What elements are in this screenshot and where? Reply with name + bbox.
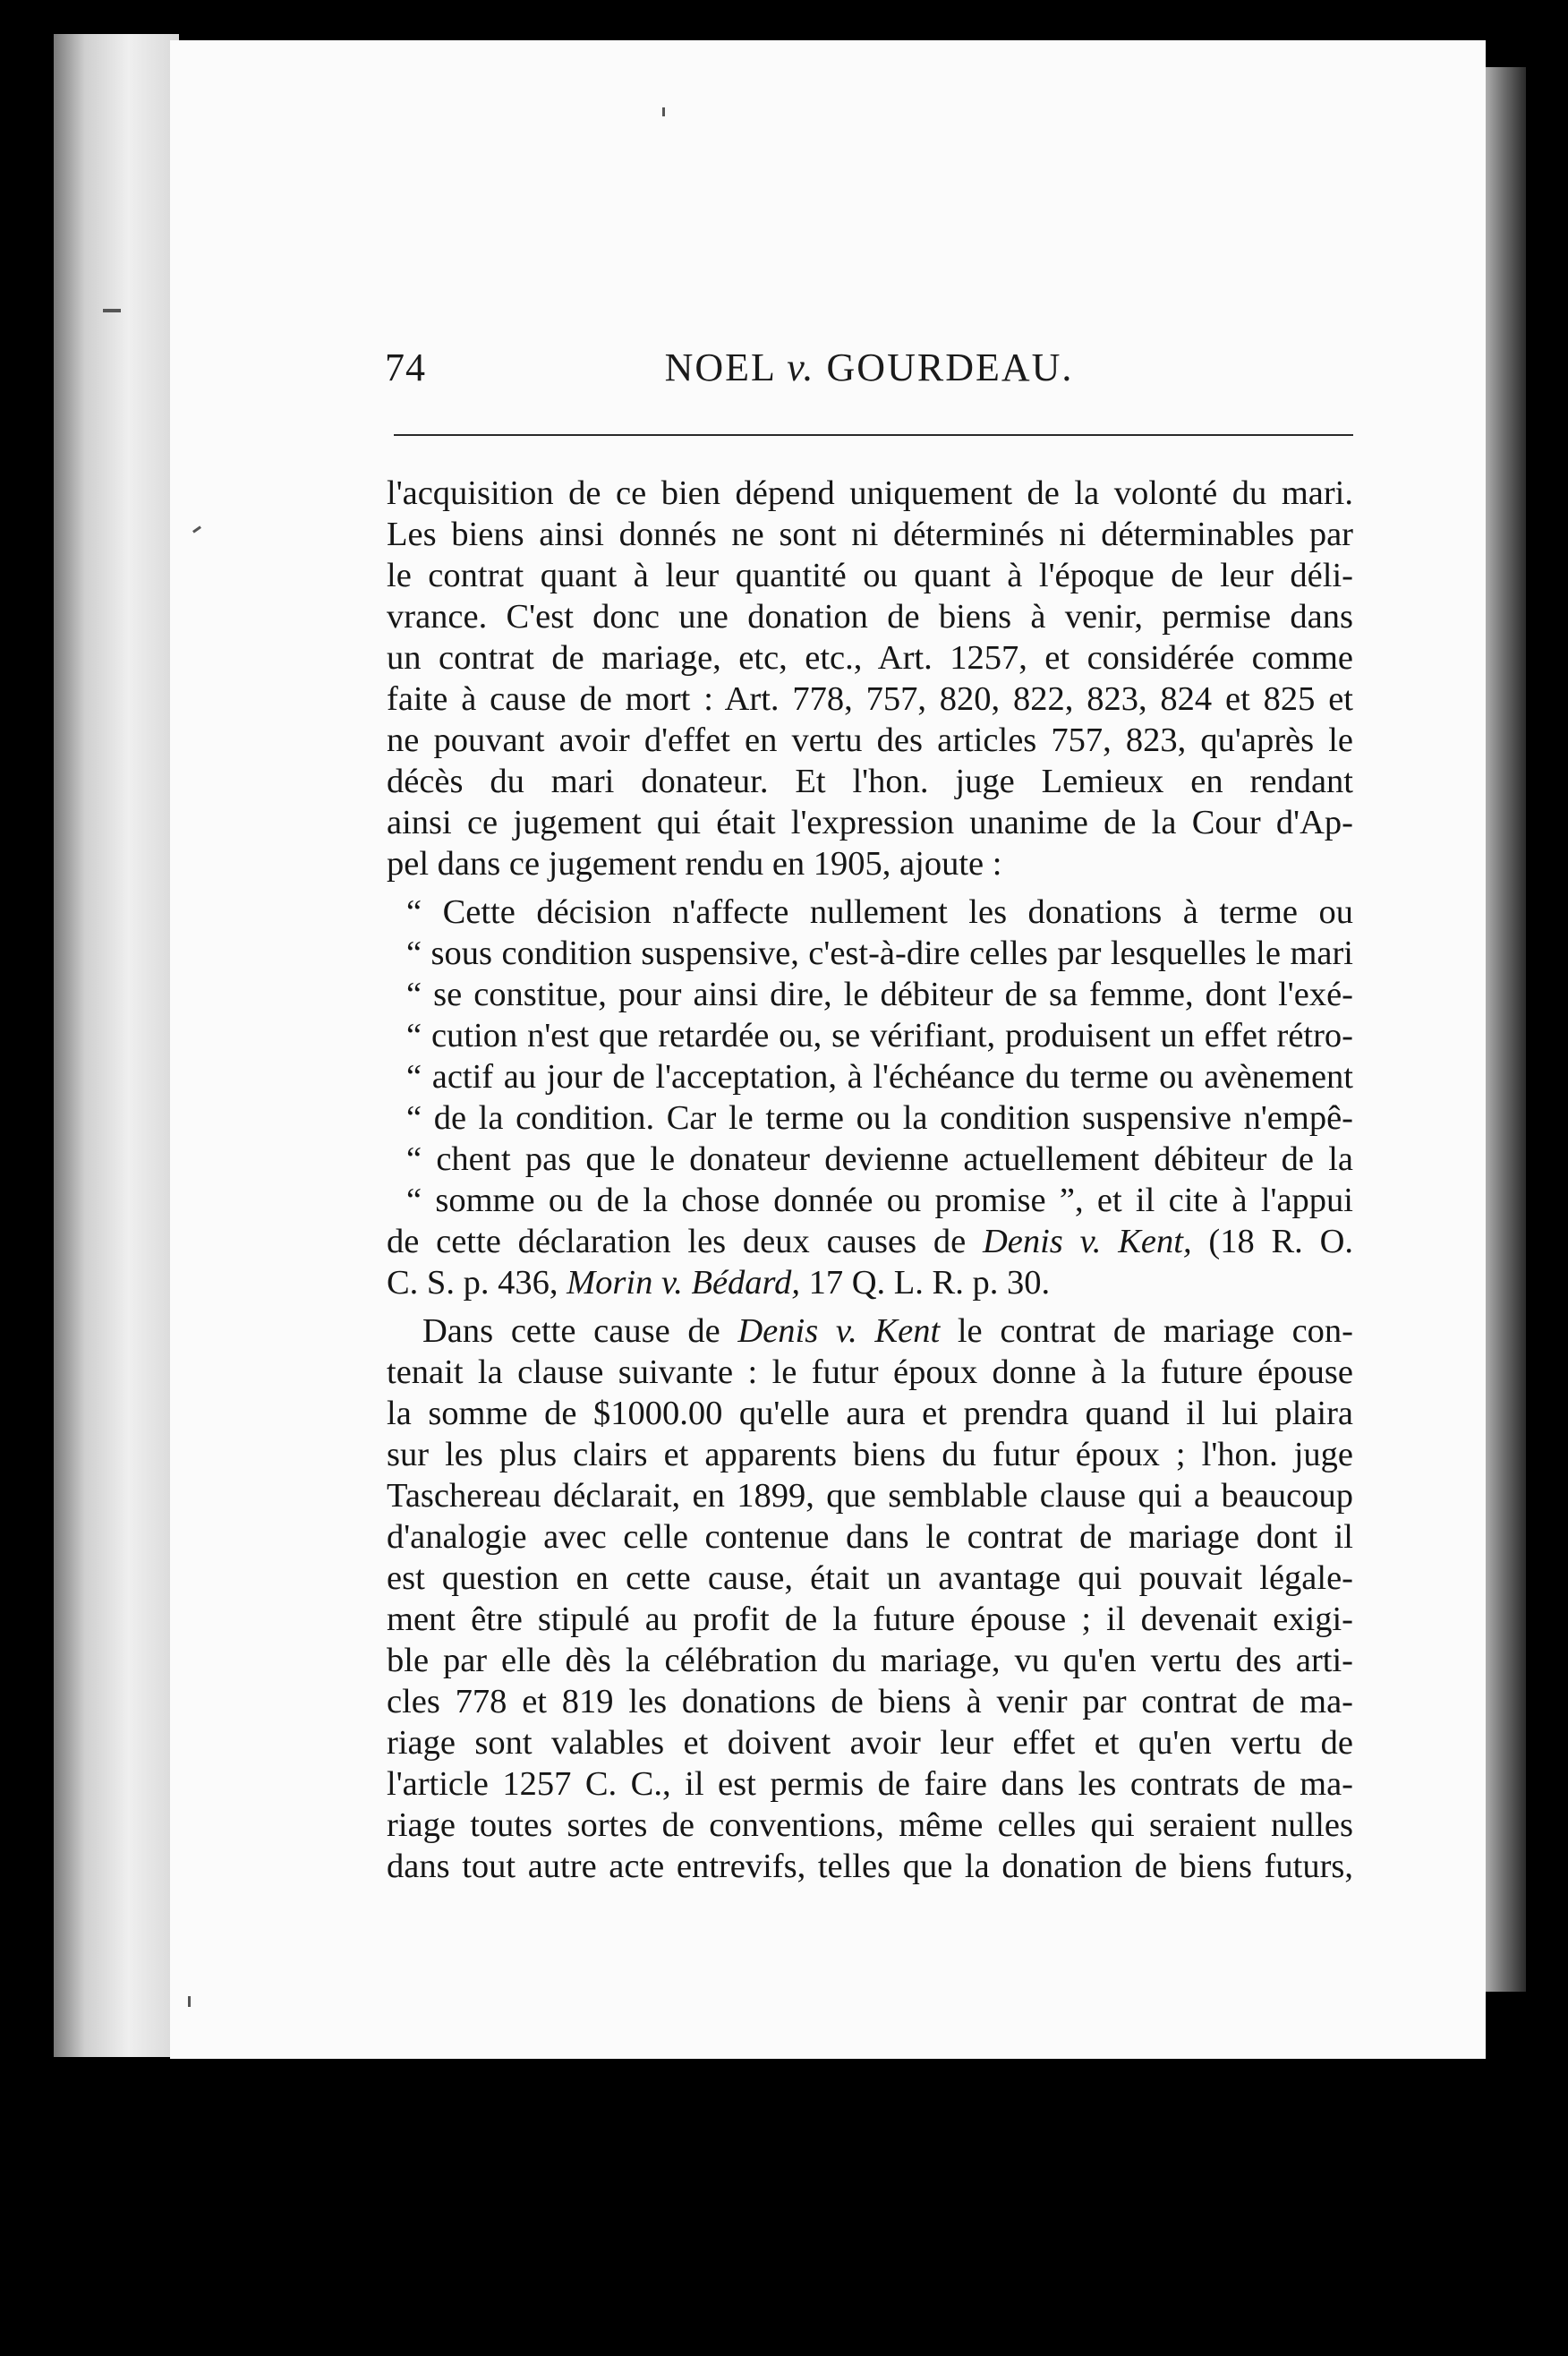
text-line: ne pouvant avoir d'effet en vertu des articles 757, 823, qu'après le [387,721,1353,759]
text-line: ainsi ce jugement qui était l'expression unanime de la Cour d'Ap- [387,804,1353,841]
citation-line [387,1262,1353,1303]
text-line: l'acquisition de ce bien dépend uniquement de la volonté du mari. [387,474,1353,512]
book-page-edge-right [1481,67,1526,1992]
text-line: d'analogie avec celle contenue dans le contrat de mariage dont il [387,1518,1353,1556]
text-line: Taschereau déclarait, en 1899, que semblable clause qui a beaucoup [387,1477,1353,1515]
text-segment: le contrat de mariage con- [940,1312,1354,1350]
case-name-denis-kent: Denis v. Kent, [982,1223,1192,1260]
quote-line: “ de la condition. Car le terme ou la condition suspensive n'empê- [406,1099,1353,1137]
text-line: le contrat quant à leur quantité ou quant à l'époque de leur déli- [387,557,1353,594]
quote-line: “ cution n'est que retardée ou, se vérifiant, produisent un effet rétro- [406,1017,1353,1054]
quote-line: “ Cette décision n'affecte nullement les donations à terme ou [406,893,1353,931]
body-text [387,473,1353,1887]
page-number: 74 [385,346,426,389]
quote-line: “ se constitue, pour ainsi dire, le débiteur de sa femme, dont l'exé- [406,976,1353,1013]
quote-line: “ actif au jour de l'acceptation, à l'échéance du terme ou avènement [406,1058,1353,1096]
scan-speck [662,107,665,116]
text-line: vrance. C'est donc une donation de biens à venir, permise dans [387,598,1353,636]
scan-speck [103,309,121,312]
citation-text: de cette déclaration les deux causes de [387,1223,983,1260]
citation-line [387,1221,1353,1262]
text-line: riage toutes sortes de conventions, même celles qui seraient nulles [387,1806,1353,1844]
text-line [387,1310,1353,1352]
text-line: cles 778 et 819 les donations de biens à venir par contrat de ma- [387,1683,1353,1720]
text-line: ble par elle dès la célébration du mariage, vu qu'en vertu des arti- [387,1642,1353,1679]
citation-ref: 17 Q. L. R. p. 30. [799,1264,1051,1302]
quote-line: “ somme ou de la chose donnée ou promise ”, et il cite à l'appui [406,1182,1353,1219]
running-head-defendant: GOURDEAU. [826,346,1074,389]
case-name-denis-kent: Denis v. Kent [737,1312,941,1350]
paragraph-3 [387,1310,1353,1887]
text-line: dans tout autre acte entrevifs, telles que la donation de biens futurs, [387,1848,1353,1885]
running-head-plaintiff: NOEL [664,346,776,389]
text-line: riage sont valables et doivent avoir leur effet et qu'en vertu de [387,1724,1353,1762]
case-name-morin-bedard: Morin v. Bédard, [567,1264,800,1302]
book-spine-left [54,34,179,2057]
text-segment: Dans cette cause de [422,1312,738,1350]
page-header [385,345,1353,398]
text-line: Les biens ainsi donnés ne sont ni déterminés ni déterminables par [387,516,1353,553]
running-head [385,345,1353,390]
citation-ref: (18 R. O. [1191,1223,1354,1260]
text-line: ment être stipulé au profit de la future épouse ; il devenait exigi- [387,1601,1353,1638]
scan-speck [188,1996,191,2007]
text-line: sur les plus clairs et apparents biens du futur époux ; l'hon. juge [387,1436,1353,1473]
running-head-versus: v. [787,346,815,389]
text-line: faite à cause de mort : Art. 778, 757, 820, 822, 823, 824 et 825 et [387,680,1353,718]
text-line: pel dans ce jugement rendu en 1905, ajoute : [387,845,1002,883]
text-line: est question en cette cause, était un avantage qui pouvait légale- [387,1559,1353,1597]
paragraph-quotation [387,892,1353,1303]
text-line: la somme de $1000.00 qu'elle aura et prendra quand il lui plaira [387,1395,1353,1432]
quote-line: “ sous condition suspensive, c'est-à-dire celles par lesquelles le mari [406,935,1353,972]
citation-ref: C. S. p. 436, [387,1264,567,1302]
quote-line: “ chent pas que le donateur devienne actuellement débiteur de la [406,1140,1353,1178]
text-line: l'article 1257 C. C., il est permis de faire dans les contrats de ma- [387,1765,1353,1803]
paragraph-1 [387,473,1353,884]
text-line: tenait la clause suivante : le futur époux donne à la future épouse [387,1353,1353,1391]
header-rule [394,434,1353,436]
text-line: un contrat de mariage, etc, etc., Art. 1257, et considérée comme [387,639,1353,677]
text-line: décès du mari donateur. Et l'hon. juge Lemieux en rendant [387,763,1353,800]
